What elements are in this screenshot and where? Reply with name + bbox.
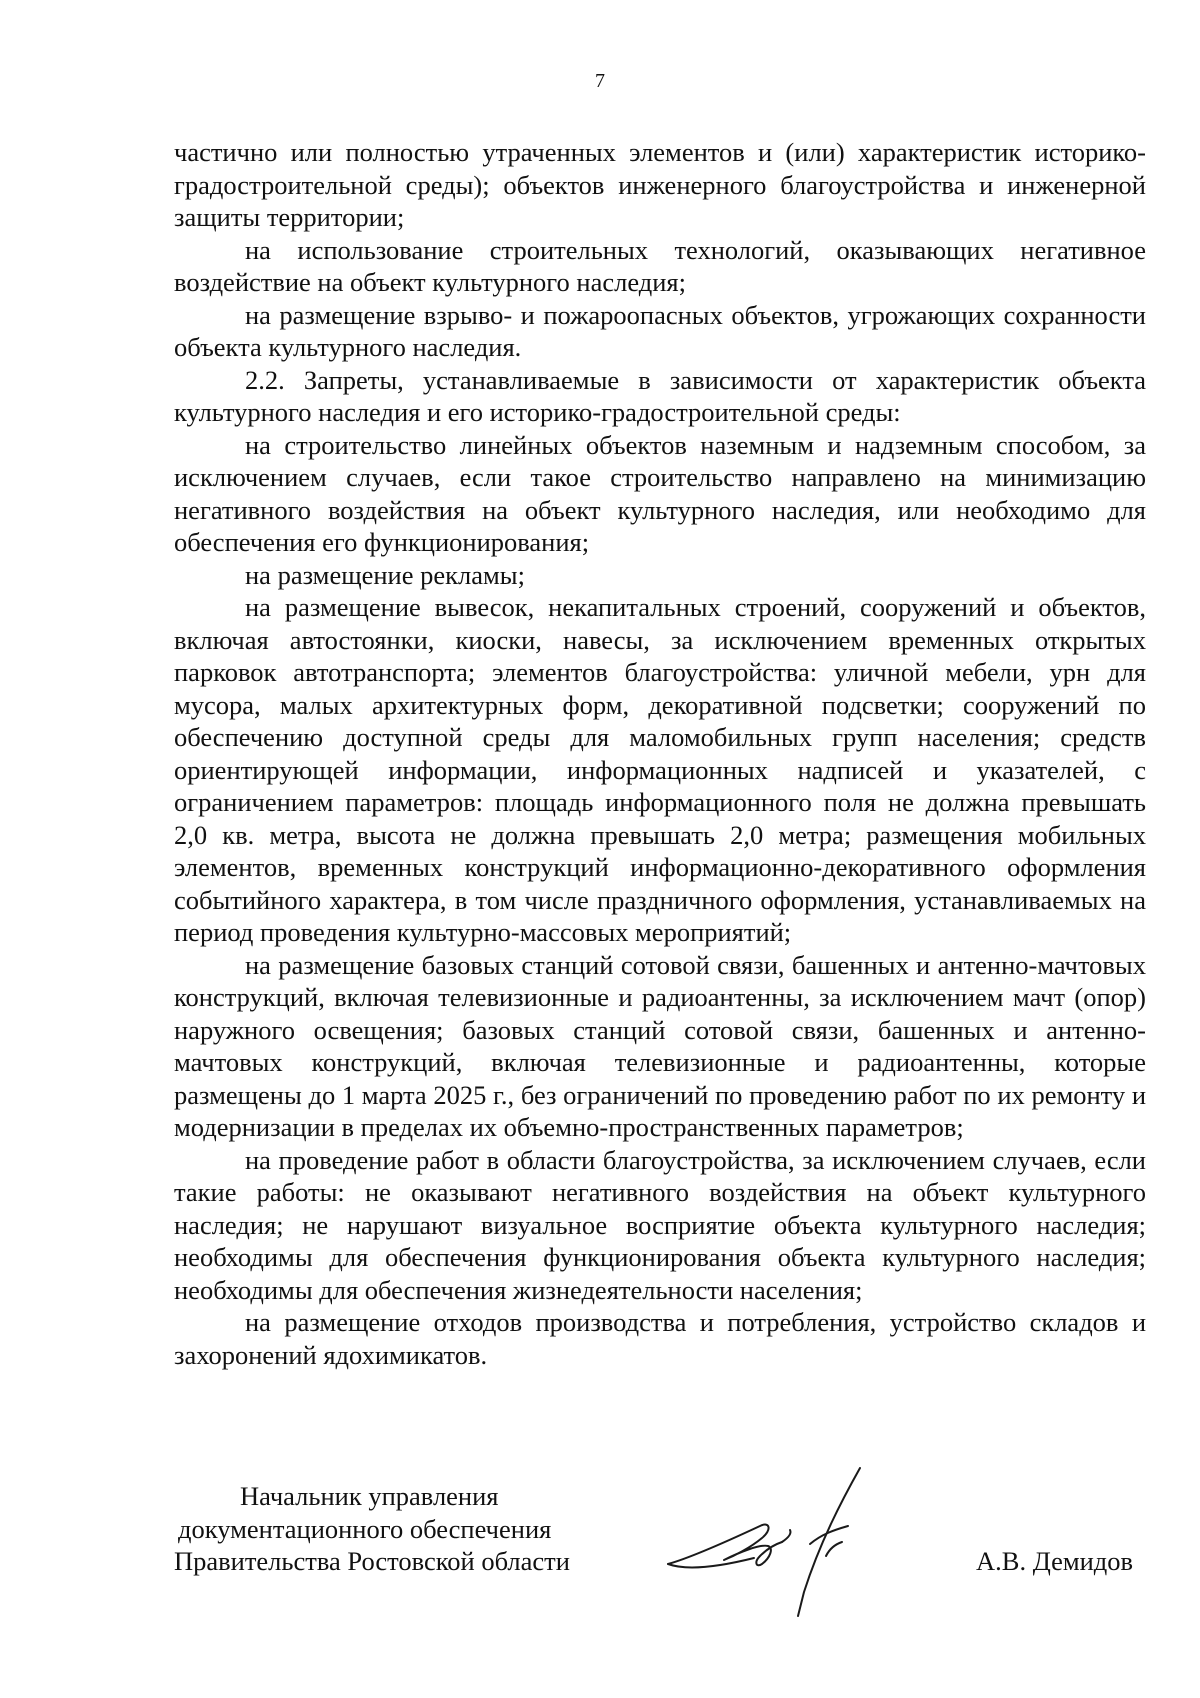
paragraph: на размещение базовых станций сотовой связи, башенных и антенно-мачтовых конструкций, включая телевизионные и радиоантенны, за исключением мачт (опор) наружного освещения; базовых станций сотовой связи, башенных и антенно-мачтовых конструкций, включая телевизионные и радиоантенны, которые размещены до 1 марта 2025 г., без ограничений по проведению работ по их ремонту и модернизации в пределах их объемно-пространственных параметров; bbox=[174, 949, 1146, 1142]
paragraph: на размещение взрыво- и пожароопасных объектов, угрожающих сохранности объекта культурного наследия. bbox=[174, 299, 1146, 362]
document-body bbox=[174, 136, 1146, 1371]
paragraph: на строительство линейных объектов наземным и надземным способом, за исключением случаев, если такое строительство направлено на минимизацию негативного воздействия на объект культурного наследия, или необходимо для обеспечения его функционирования; bbox=[174, 429, 1146, 557]
position-line: документационного обеспечения bbox=[178, 1513, 552, 1544]
paragraph: на размещение отходов производства и потребления, устройство складов и захоронений ядохимикатов. bbox=[174, 1307, 1146, 1370]
position-line: Правительства Ростовской области bbox=[174, 1546, 570, 1576]
paragraph: на размещение рекламы; bbox=[245, 559, 525, 590]
signatory-position bbox=[174, 1480, 570, 1578]
paragraph: на размещение вывесок, некапитальных строений, сооружений и объектов, включая автостоянки, киоски, навесы, за исключением временных открытых парковок автотранспорта; элементов благоустройства: уличной мебели, урн для мусора, малых архитектурных форм, декоративной подсветки; сооружений по обеспечению доступной среды для маломобильных групп населения; средств ориентирующей информации, информационных надписей и указателей, с ограничением параметров: площадь информационного поля не должна превышать 2,0 кв. метра, высота не должна превышать 2,0 метра; размещения мобильных элементов, временных конструкций информационно-декоративного оформления событийного характера, в том числе праздничного оформления, устанавливаемых на период проведения культурно-массовых мероприятий; bbox=[174, 592, 1146, 947]
handwritten-signature bbox=[650, 1460, 930, 1620]
paragraph: на использование строительных технологий, оказывающих негативное воздействие на объект культурного наследия; bbox=[174, 234, 1146, 297]
paragraph: на проведение работ в области благоустройства, за исключением случаев, если такие работы: не оказывают негативного воздействия на объект культурного наследия; не нарушают визуальное восприятие объекта культурного наследия; необходимы для обеспечения функционирования объекта культурного наследия; необходимы для обеспечения жизнедеятельности населения; bbox=[174, 1144, 1146, 1305]
signatory-name: А.В. Демидов bbox=[976, 1546, 1134, 1576]
position-line: Начальник управления bbox=[240, 1481, 499, 1511]
paragraph: частично или полностью утраченных элементов и (или) характеристик историко-градостроительной среды); объектов инженерного благоустройства и инженерной защиты территории; bbox=[174, 137, 1146, 232]
page-number: 7 bbox=[595, 70, 605, 92]
paragraph: 2.2. Запреты, устанавливаемые в зависимости от характеристик объекта культурного наследия и его историко-градостроительной среды: bbox=[174, 364, 1146, 427]
